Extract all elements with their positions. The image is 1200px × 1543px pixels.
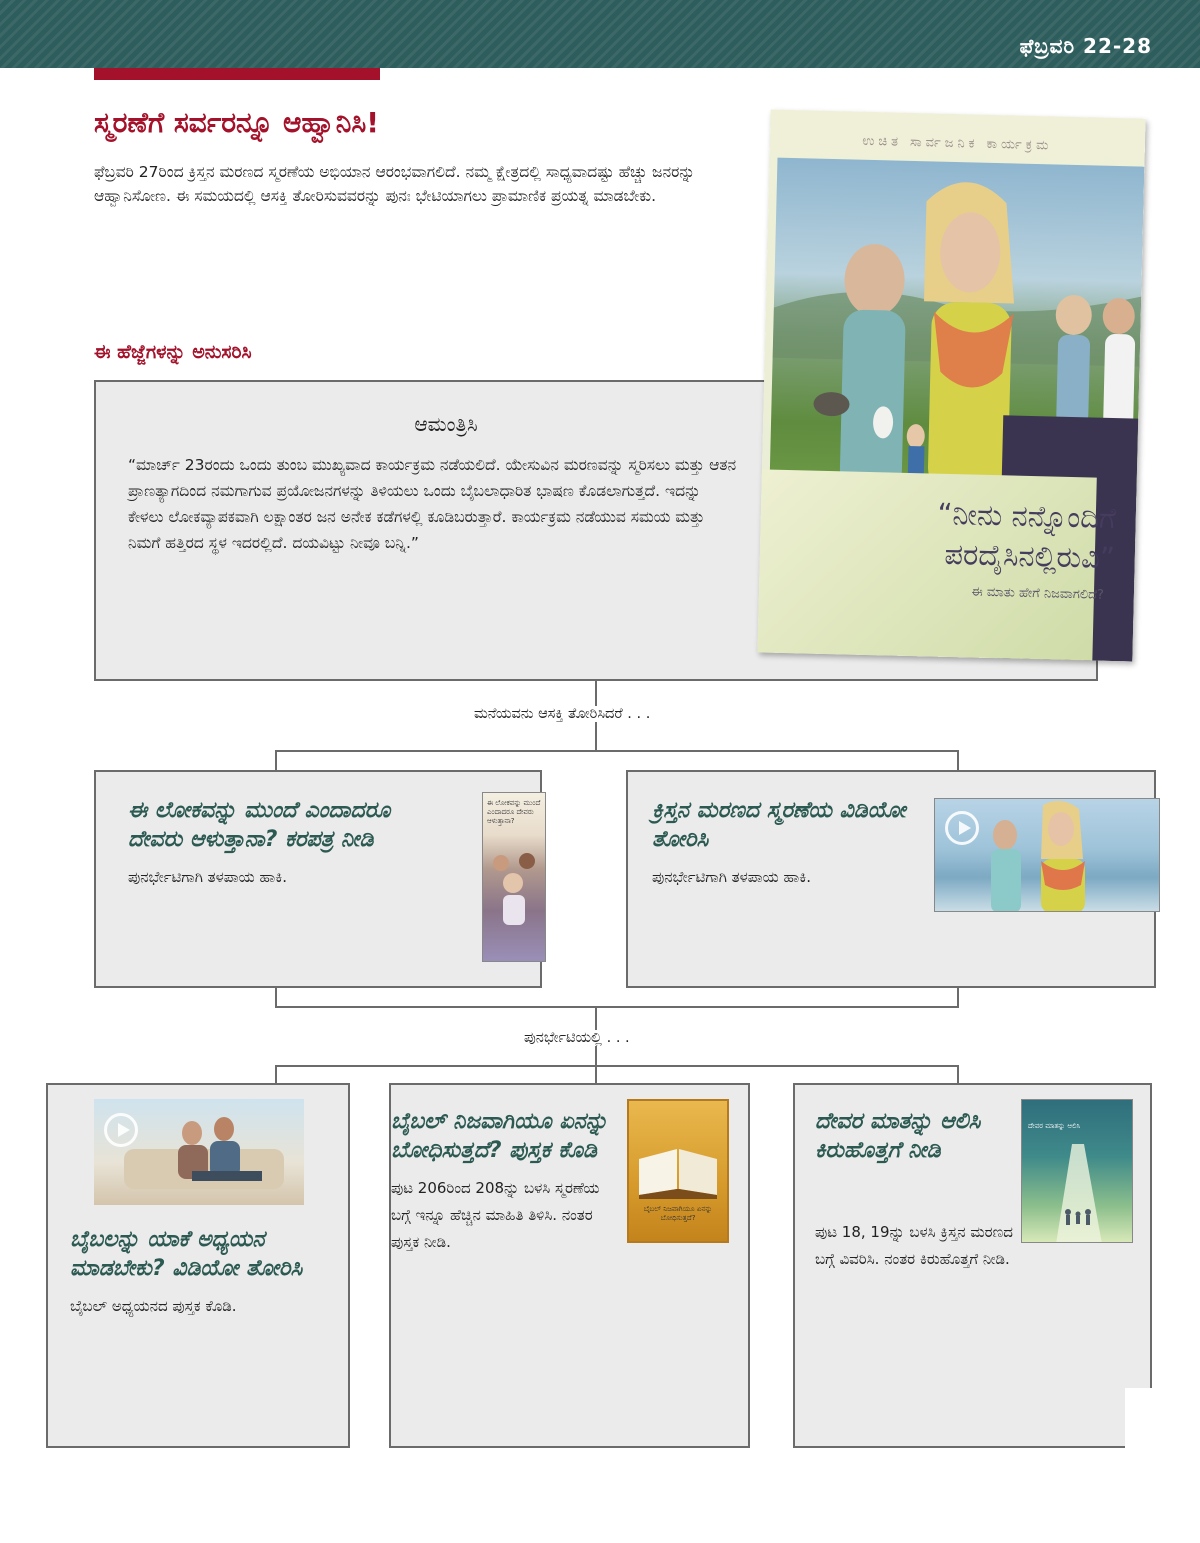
connector-line [275,1065,277,1085]
accent-bar [94,68,380,80]
tract-thumbnail-text: ಈ ಲೋಕವನ್ನು ಮುಂದೆ ಎಂದಾದರೂ ದೇವರು ಆಳುತ್ತಾನಾ? [487,799,541,825]
connector-line [275,1065,959,1067]
family-path-illustration [1022,1144,1133,1243]
listen-to-god-card [793,1083,1152,1448]
bible-study-video-thumbnail[interactable] [94,1099,304,1205]
listen-to-god-card-body: ಪುಟ 18, 19ನ್ನು ಬಳಸಿ ಕ್ರಿಸ್ತನ ಮರಣದ ಬಗ್ಗೆ ವಿವರಿಸಿ. ನಂತರ ಕಿರುಹೊತ್ತಗೆ ನೀಡಿ. [815,1223,1013,1268]
cover-title: “ನೀನು ನನ್ನೊಂದಿಗೆ ಪರದೈಸಿನಲ್ಲಿರುವಿ” [937,496,1117,576]
play-icon[interactable] [104,1113,138,1147]
header-bar [0,0,1200,68]
memorial-video-card-title: ಕ್ರಿಸ್ತನ ಮರಣದ ಸ್ಮರಣೆಯ ವಿಡಿಯೋ ತೋರಿಸಿ [652,798,906,852]
week-label: ಫೆಬ್ರವರಿ 22-28 [1019,34,1152,58]
connector-label-interest: ಮನೆಯವನು ಆಸಕ್ತಿ ತೋರಿಸಿದರೆ . . . [468,706,656,722]
connector-line [957,750,959,772]
people-illustration [483,843,546,953]
invite-title: ಆಮಂತ್ರಿಸಿ [414,412,478,436]
memorial-video-card [626,770,1156,988]
intro-paragraph: ಫೆಬ್ರವರಿ 27ರಿಂದ ಕ್ರಿಸ್ತನ ಮರಣದ ಸ್ಮರಣೆಯ ಅಭಿಯಾನ ಆರಂಭವಾಗಲಿದೆ. ನಮ್ಮ ಕ್ಷೇತ್ರದಲ್ಲಿ ಸಾಧ್ಯವಾದಷ್ಟು ಹೆಚ್ಚು ಜನರನ್ನು ಆಹ್ವಾನಿಸೋಣ. ಈ ಸಮಯದಲ್ಲಿ ಆಸಕ್ತಿ ತೋರಿಸುವವರನ್ನು ಪುನಃ ಭೇಟಿಯಾಗಲು ಪ್ರಾಮಾಣಿಕ ಪ್ರಯತ್ನ ಮಾಡಬೇಕು. [94,163,695,205]
bible-study-video-card [46,1083,350,1448]
tract-card [94,770,542,988]
memorial-video-card-body: ಪುನರ್ಭೇಟಿಗಾಗಿ ತಳಪಾಯ ಹಾಕಿ. [652,868,811,886]
listen-to-god-thumbnail [1021,1099,1133,1243]
connector-line [275,988,277,1008]
bible-teach-thumbnail-text: ಬೈಬಲ್ ನಿಜವಾಗಿಯೂ ಏನನ್ನು ಬೋಧಿಸುತ್ತದೆ? [643,1205,713,1222]
connector-line [275,1006,959,1008]
connector-label-return-visit: ಪುನರ್ಭೇಟಿಯಲ್ಲಿ . . . [518,1030,636,1046]
bible-teach-book-card [389,1083,750,1448]
tract-thumbnail [482,792,546,962]
open-bible-icon [629,1119,727,1199]
connector-line [957,988,959,1008]
connector-line [275,750,959,752]
page-title: ಸ್ಮರಣೆಗೆ ಸರ್ವರನ್ನೂ ಆಹ್ವಾನಿಸಿ! [94,106,379,139]
bible-teach-book-card-title: ಬೈಬಲ್ ನಿಜವಾಗಿಯೂ ಏನನ್ನು ಬೋಧಿಸುತ್ತದೆ? ಪುಸ್ತಕ ಕೊಡಿ [391,1109,608,1163]
bible-teach-book-thumbnail [627,1099,729,1243]
steps-heading: ಈ ಹೆಜ್ಜೆಗಳನ್ನು ಅನುಸರಿಸಿ [94,341,252,363]
connector-line [957,1065,959,1085]
memorial-video-thumbnail[interactable] [934,798,1160,912]
cover-subtitle: ಈ ಮಾತು ಹೇಗೆ ನಿಜವಾಗಲಿದೆ? [971,584,1105,603]
listen-to-god-card-title: ದೇವರ ಮಾತನ್ನು ಆಲಿಸಿ ಕಿರುಹೊತ್ತಗೆ ನೀಡಿ [815,1109,981,1163]
tract-card-title: ಈ ಲೋಕವನ್ನು ಮುಂದೆ ಎಂದಾದರೂ ದೇವರು ಆಳುತ್ತಾನಾ? ಕರಪತ್ರ ನೀಡಿ [128,798,391,852]
bible-study-video-card-title: ಬೈಬಲನ್ನು ಯಾಕೆ ಅಧ್ಯಯನ ಮಾಡಬೇಕು? ವಿಡಿಯೋ ತೋರಿಸಿ [70,1227,303,1281]
connector-line [275,750,277,772]
connector-line [595,1006,597,1086]
invite-text: “ಮಾರ್ಚ್ 23ರಂದು ಒಂದು ತುಂಬ ಮುಖ್ಯವಾದ ಕಾರ್ಯಕ್ರಮ ನಡೆಯಲಿದೆ. ಯೇಸುವಿನ ಮರಣವನ್ನು ಸ್ಮರಿಸಲು ಮತ್ತು ಆತನ ಪ್ರಾಣತ್ಯಾಗದಿಂದ ನಮಗಾಗುವ ಪ್ರಯೋಜನಗಳನ್ನು ತಿಳಿಯಲು ಒಂದು ಬೈಬಲಾಧಾರಿತ ಭಾಷಣ ಕೊಡಲಾಗುತ್ತದೆ. ಇದನ್ನು ಕೇಳಲು ಲೋಕವ್ಯಾಪಕವಾಗಿ ಲಕ್ಷಾಂತರ ಜನ ಅನೇಕ ಕಡೆಗಳಲ್ಲಿ ಕೂಡಿಬರುತ್ತಾರೆ. ಕಾರ್ಯಕ್ರಮ ನಡೆಯುವ ಸಮಯ ಮತ್ತು ನಿಮಗೆ ಹತ್ತಿರದ ಸ್ಥಳ ಇದರಲ್ಲಿದೆ. ದಯವಿಟ್ಟು ನೀವೂ ಬನ್ನಿ.” [128,456,737,552]
cover-top-text: ಉಚಿತ ಸಾರ್ವಜನಿಕ ಕಾರ್ಯಕ್ರಮ [862,133,1053,154]
play-icon[interactable] [945,811,979,845]
brochure-cover-image [757,110,1145,662]
bible-teach-book-card-body: ಪುಟ 206ರಿಂದ 208ನ್ನು ಬಳಸಿ ಸ್ಮರಣೆಯ ಬಗ್ಗೆ ಇನ್ನೂ ಹೆಚ್ಚಿನ ಮಾಹಿತಿ ತಿಳಿಸಿ. ನಂತರ ಪುಸ್ತಕ ನೀಡಿ. [391,1179,600,1251]
page-edge-tab [1125,1388,1153,1450]
listen-thumbnail-text: ದೇವರ ಮಾತನ್ನು ಆಲಿಸಿ [1028,1122,1081,1130]
tract-card-body: ಪುನರ್ಭೇಟಿಗಾಗಿ ತಳಪಾಯ ಹಾಕಿ. [128,868,287,886]
bible-study-video-card-body: ಬೈಬಲ್ ಅಧ್ಯಯನದ ಪುಸ್ತಕ ಕೊಡಿ. [70,1297,237,1315]
